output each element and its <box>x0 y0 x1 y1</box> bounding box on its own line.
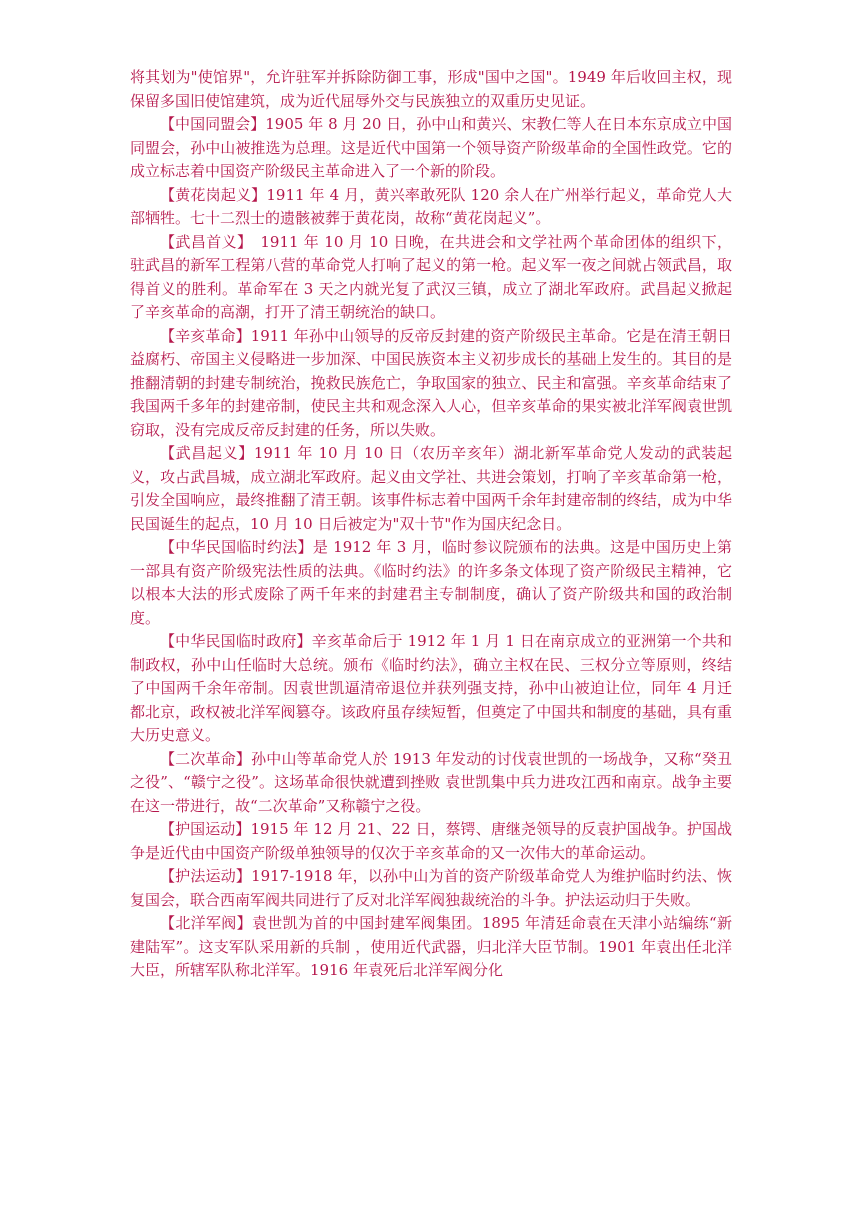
paragraph-tongmenghui: 【中国同盟会】1905 年 8 月 20 日，孙中山和黄兴、宋教仁等人在日本东京成立中国同盟会，孙中山被推选为总理。这是近代中国第一个领导资产阶级革命的全国性政党。它的成立标志着中国资产阶级民主革命进入了一个新的阶段。 <box>130 115 732 180</box>
paragraph-beiyang-warlords: 【北洋军阀】袁世凯为首的中国封建军阀集团。1895 年清廷命袁在天津小站编练“新建陆军”。这支军队采用新的兵制 ，使用近代武器，归北洋大臣节制。1901 年袁出任北洋大臣，所辖军队称北洋军。1916 年袁死后北洋军阀分化 <box>130 914 732 979</box>
document-body <box>130 66 732 983</box>
paragraph-provisional-government: 【中华民国临时政府】辛亥革命后于 1912 年 1 月 1 日在南京成立的亚洲第一个共和制政权，孙中山任临时大总统。颁布《临时约法》，确立主权在民、三权分立等原则，终结了中国两千余年帝制。因袁世凯逼清帝退位并获列强支持，孙中山被迫让位，同年 4 月迁都北京，政权被北洋军阀篡夺。该政府虽存续短暂，但奠定了中国共和制度的基础，具有重大历史意义。 <box>130 632 732 744</box>
paragraph-huanghuagang-uprising: 【黄花岗起义】1911 年 4 月，黄兴率敢死队 120 余人在广州举行起义，革命党人大部牺牲。七十二烈士的遗骸被葬于黄花岗，故称“黄花岗起义”。 <box>130 185 732 227</box>
paragraph-second-revolution: 【二次革命】孙中山等革命党人於 1913 年发动的讨伐袁世凯的一场战争，又称“癸丑之役”、“赣宁之役”。这场革命很快就遭到挫败 袁世凯集中兵力进攻江西和南京。战争主要在这一带进行，故“二次革命”又称赣宁之役。 <box>130 749 732 815</box>
paragraph-legation-quarter-continued: 将其划为"使馆界"，允许驻军并拆除防御工事，形成"国中之国"。1949 年后收回主权，现保留多国旧使馆建筑，成为近代屈辱外交与民族独立的双重历史见证。 <box>130 68 732 110</box>
paragraph-national-protection-movement: 【护国运动】1915 年 12 月 21、22 日，蔡锷、唐继尧领导的反袁护国战争。护国战争是近代由中国资产阶级单独领导的仅次于辛亥革命的又一次伟大的革命运动。 <box>130 820 732 862</box>
paragraph-wuchang-first-uprising: 【武昌首义】 1911 年 10 月 10 日晚，在共进会和文学社两个革命团体的组织下，驻武昌的新军工程第八营的革命党人打响了起义的第一枪。起义军一夜之间就占领武昌，取得首义的胜利。革命军在 3 天之内就光复了武汉三镇，成立了湖北军政府。武昌起义掀起了辛亥革命的高潮，打开了清王朝统治的缺口。 <box>130 232 732 321</box>
paragraph-constitutional-protection-movement: 【护法运动】1917-1918 年，以孙中山为首的资产阶级革命党人为维护临时约法、恢复国会，联合西南军阀共同进行了反对北洋军阀独裁统治的斗争。护法运动归于失败。 <box>130 867 732 909</box>
paragraph-provisional-constitution: 【中华民国临时约法】是 1912 年 3 月，临时参议院颁布的法典。这是中国历史上第一部具有资产阶级宪法性质的法典。《临时约法》的许多条文体现了资产阶级民主精神，它以根本大法的形式废除了两千年来的封建君主专制制度，确认了资产阶级共和国的政治制度。 <box>130 538 732 627</box>
paragraph-wuchang-uprising: 【武昌起义】1911 年 10 月 10 日（农历辛亥年）湖北新军革命党人发动的武装起义，攻占武昌城，成立湖北军政府。起义由文学社、共进会策划，打响了辛亥革命第一枪，引发全国响应，最终推翻了清王朝。该事件标志着中国两千余年封建帝制的终结，成为中华民国诞生的起点，10 月 10 日后被定为"双十节"作为国庆纪念日。 <box>130 444 732 533</box>
paragraph-xinhai-revolution: 【辛亥革命】1911 年孙中山领导的反帝反封建的资产阶级民主革命。它是在清王朝日益腐朽、帝国主义侵略进一步加深、中国民族资本主义初步成长的基础上发生的。其目的是推翻清朝的封建专制统治，挽救民族危亡，争取国家的独立、民主和富强。辛亥革命结束了我国两千多年的封建帝制，使民主共和观念深入人心，但辛亥革命的果实被北洋军阀袁世凯窃取，没有完成反帝反封建的任务，所以失败。 <box>130 326 732 439</box>
